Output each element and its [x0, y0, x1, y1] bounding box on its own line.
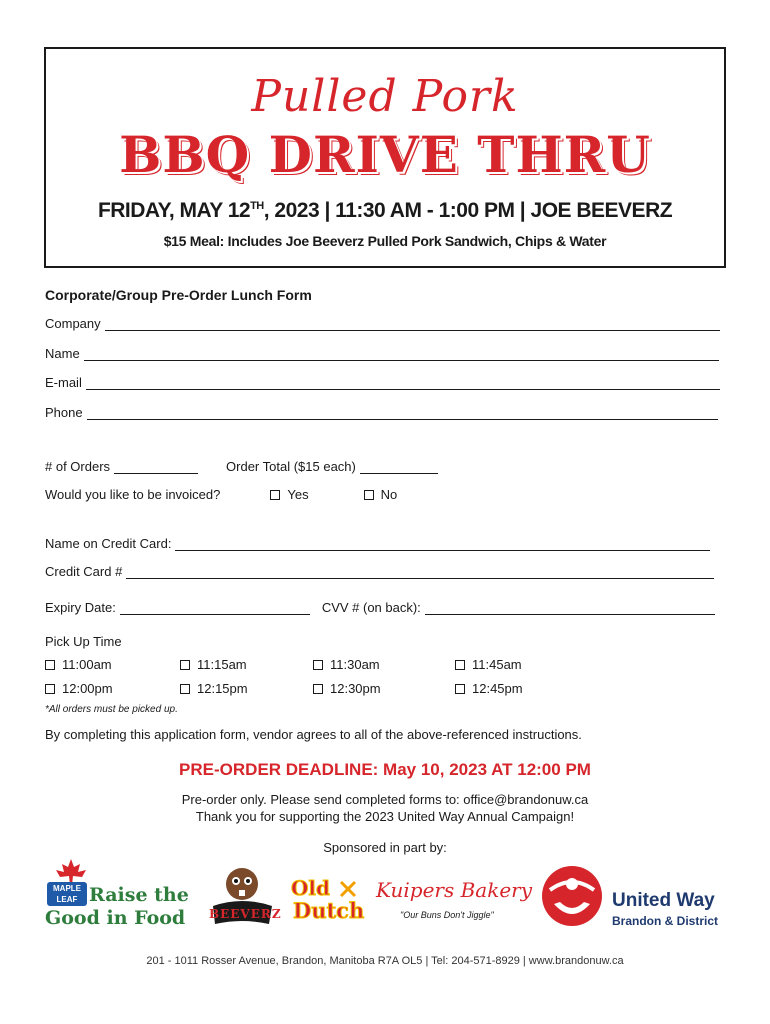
pickup-checkbox[interactable]: [313, 660, 323, 670]
email-label: E-mail: [45, 375, 82, 390]
pickup-option[interactable]: [455, 657, 522, 672]
kuipers-wordmark: Kuipers Bakery: [376, 878, 533, 902]
no-checkbox[interactable]: [364, 490, 374, 500]
event-details: [46, 199, 724, 223]
card-name-label: Name on Credit Card:: [45, 536, 172, 551]
pickup-title: Pick Up Time: [45, 634, 122, 649]
card-number-row: [45, 564, 714, 579]
footer-contact: 201 - 1011 Rosser Avenue, Brandon, Manitoba R7A OL5 | Tel: 204-571-8929 | www.brandonuw.ca: [146, 955, 624, 967]
expiry-field[interactable]: [120, 601, 310, 615]
united-way-wordmark: United Way: [612, 890, 715, 911]
pickup-option[interactable]: [455, 681, 523, 696]
pickup-time-label: 11:15am: [197, 657, 247, 672]
pickup-checkbox[interactable]: [455, 660, 465, 670]
company-field[interactable]: [105, 317, 720, 331]
pickup-checkbox[interactable]: [455, 684, 465, 694]
orders-field[interactable]: [114, 460, 198, 474]
invoice-question: Would you like to be invoiced?: [45, 487, 221, 502]
pickup-time-label: 12:45pm: [472, 681, 523, 696]
agreement-text: By completing this application form, vendor agrees to all of the above-referenced instructions.: [45, 727, 582, 742]
event-time-location: , 2023 | 11:30 AM - 1:00 PM | JOE BEEVERZ: [263, 199, 673, 222]
email-field[interactable]: [86, 376, 720, 390]
pickup-option[interactable]: [313, 681, 381, 696]
pickup-time-label: 12:00pm: [62, 681, 113, 696]
kuipers-tagline: "Our Buns Don't Jiggle": [400, 910, 494, 920]
beeverz-wordmark: BEEVERZ: [209, 907, 282, 921]
pickup-checkbox[interactable]: [45, 684, 55, 694]
script-title: Pulled Pork: [251, 71, 519, 122]
pickup-time-label: 12:15pm: [197, 681, 248, 696]
pickup-option[interactable]: [45, 681, 113, 696]
pickup-time-label: 11:00am: [62, 657, 112, 672]
orders-row: [45, 459, 438, 474]
phone-row: [45, 405, 718, 420]
maple-leaf-slogan-2: Good in Food: [45, 907, 186, 929]
pickup-option[interactable]: [180, 681, 248, 696]
name-field[interactable]: [84, 347, 719, 361]
order-total-field[interactable]: [360, 460, 438, 474]
united-way-chapter: Brandon & District: [612, 914, 719, 928]
invoice-yes-option[interactable]: [270, 487, 308, 502]
sponsored-heading: Sponsored in part by:: [323, 840, 447, 855]
windmill-icon: [339, 880, 357, 898]
old-dutch-word-2: Dutch: [293, 898, 365, 923]
pickup-time-label: 11:45am: [472, 657, 522, 672]
card-number-field[interactable]: [126, 565, 714, 579]
no-label: No: [380, 487, 398, 502]
order-total-label: Order Total ($15 each): [226, 459, 356, 474]
maple-leaf-badge: MAPLE LEAF: [47, 882, 87, 906]
send-instructions: Pre-order only. Please send completed forms to: office@brandonuw.ca: [181, 792, 589, 807]
cvv-label: CVV # (on back):: [321, 600, 421, 615]
yes-checkbox[interactable]: [270, 490, 280, 500]
pickup-checkbox[interactable]: [45, 660, 55, 670]
name-row: [45, 346, 719, 361]
name-label: Name: [45, 346, 80, 361]
pickup-time-label: 11:30am: [330, 657, 380, 672]
maple-leaf-slogan-1: Raise the: [89, 884, 189, 906]
old-dutch-logo: [291, 876, 365, 928]
form-title: Corporate/Group Pre-Order Lunch Form: [45, 287, 312, 303]
pickup-option[interactable]: [313, 657, 380, 672]
phone-label: Phone: [45, 405, 83, 420]
card-number-label: Credit Card #: [45, 564, 123, 579]
cvv-field[interactable]: [425, 601, 715, 615]
beeverz-logo: [205, 862, 280, 930]
meal-description: $15 Meal: Includes Joe Beeverz Pulled Pork Sandwich, Chips & Water: [163, 233, 607, 249]
pickup-checkbox[interactable]: [313, 684, 323, 694]
yes-label: Yes: [287, 487, 309, 502]
pickup-time-label: 12:30pm: [330, 681, 381, 696]
card-name-row: [45, 536, 710, 551]
expiry-label: Expiry Date:: [45, 600, 116, 615]
united-way-emblem-icon: [540, 864, 604, 928]
pickup-footnote: *All orders must be picked up.: [45, 704, 178, 715]
main-title: BBQ DRIVE THRU: [119, 125, 651, 184]
event-date-suffix: TH: [250, 200, 264, 212]
expiry-cvv-row: [45, 600, 715, 615]
invoice-row: [45, 487, 397, 502]
pickup-option[interactable]: [180, 657, 247, 672]
email-row: [45, 375, 720, 390]
orders-label: # of Orders: [45, 459, 111, 474]
deadline-notice: PRE-ORDER DEADLINE: May 10, 2023 AT 12:00 PM: [179, 760, 591, 779]
event-date: FRIDAY, MAY 12: [97, 199, 251, 222]
kuipers-bakery-logo: [376, 874, 533, 930]
event-header-box: [44, 47, 726, 268]
company-label: Company: [45, 316, 101, 331]
united-way-logo: [540, 864, 730, 930]
company-row: [45, 316, 720, 331]
maple-leaf-logo: [45, 858, 195, 930]
thanks-text: Thank you for supporting the 2023 United Way Annual Campaign!: [195, 809, 575, 824]
old-dutch-word-1: Old: [291, 876, 331, 900]
pickup-checkbox[interactable]: [180, 660, 190, 670]
card-name-field[interactable]: [175, 537, 710, 551]
phone-field[interactable]: [87, 406, 718, 420]
pickup-option[interactable]: [45, 657, 112, 672]
invoice-no-option[interactable]: [364, 487, 398, 502]
pickup-checkbox[interactable]: [180, 684, 190, 694]
